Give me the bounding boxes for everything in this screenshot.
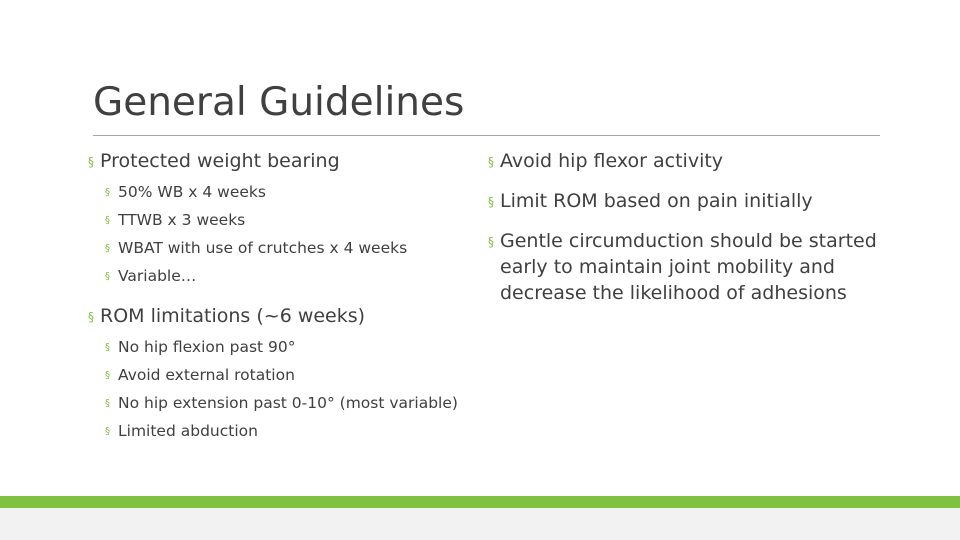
sub-bullet-item (105, 182, 488, 202)
bullet-text: Avoid hip flexor activity (500, 150, 724, 172)
sub-bullet-text: Variable… (118, 267, 197, 285)
sub-bullet-text: 50% WB x 4 weeks (118, 183, 266, 201)
bullet-item (488, 148, 888, 174)
bullet-icon: § (88, 155, 94, 169)
sub-bullet-list (88, 337, 488, 441)
sub-bullet-text: No hip extension past 0-10° (most variable) (118, 394, 458, 412)
bullet-text: ROM limitations (~6 weeks) (100, 305, 366, 327)
sub-bullet-item (105, 421, 488, 441)
bullet-icon: § (105, 243, 110, 254)
bullet-item (488, 228, 888, 306)
sub-bullet-item (105, 238, 488, 258)
footer-band (0, 496, 960, 540)
bullet-icon: § (105, 426, 110, 437)
bullet-icon: § (105, 187, 110, 198)
sub-bullet-item (105, 365, 488, 385)
bullet-icon: § (105, 398, 110, 409)
bullet-group-rom-limitations (88, 303, 488, 441)
slide-title: General Guidelines (93, 80, 465, 125)
bullet-icon: § (105, 342, 110, 353)
title-divider (93, 135, 880, 136)
sub-bullet-list (88, 182, 488, 286)
sub-bullet-text: Limited abduction (118, 422, 258, 440)
accent-stripe (0, 496, 960, 508)
bullet-icon: § (488, 155, 494, 169)
bullet-icon: § (488, 195, 494, 209)
bullet-item (88, 148, 488, 174)
bullet-text: Protected weight bearing (100, 150, 340, 172)
sub-bullet-item (105, 266, 488, 286)
bullet-icon: § (105, 271, 110, 282)
bullet-icon: § (105, 215, 110, 226)
sub-bullet-text: No hip flexion past 90° (118, 338, 296, 356)
left-column (88, 148, 488, 441)
bullet-text: Limit ROM based on pain initially (500, 190, 813, 212)
bullet-icon: § (488, 235, 494, 249)
sub-bullet-item (105, 393, 488, 413)
sub-bullet-text: Avoid external rotation (118, 366, 295, 384)
sub-bullet-text: TTWB x 3 weeks (118, 211, 246, 229)
bullet-item (488, 188, 888, 214)
right-column (488, 148, 888, 306)
bullet-item (88, 303, 488, 329)
sub-bullet-text: WBAT with use of crutches x 4 weeks (118, 239, 408, 257)
bullet-group-weight-bearing (88, 148, 488, 286)
bullet-text: Gentle circumduction should be started early to maintain joint mobility and decrease the likelihood of adhesions (500, 230, 877, 304)
sub-bullet-item (105, 337, 488, 357)
sub-bullet-item (105, 210, 488, 230)
bullet-icon: § (105, 370, 110, 381)
bullet-icon: § (88, 310, 94, 324)
